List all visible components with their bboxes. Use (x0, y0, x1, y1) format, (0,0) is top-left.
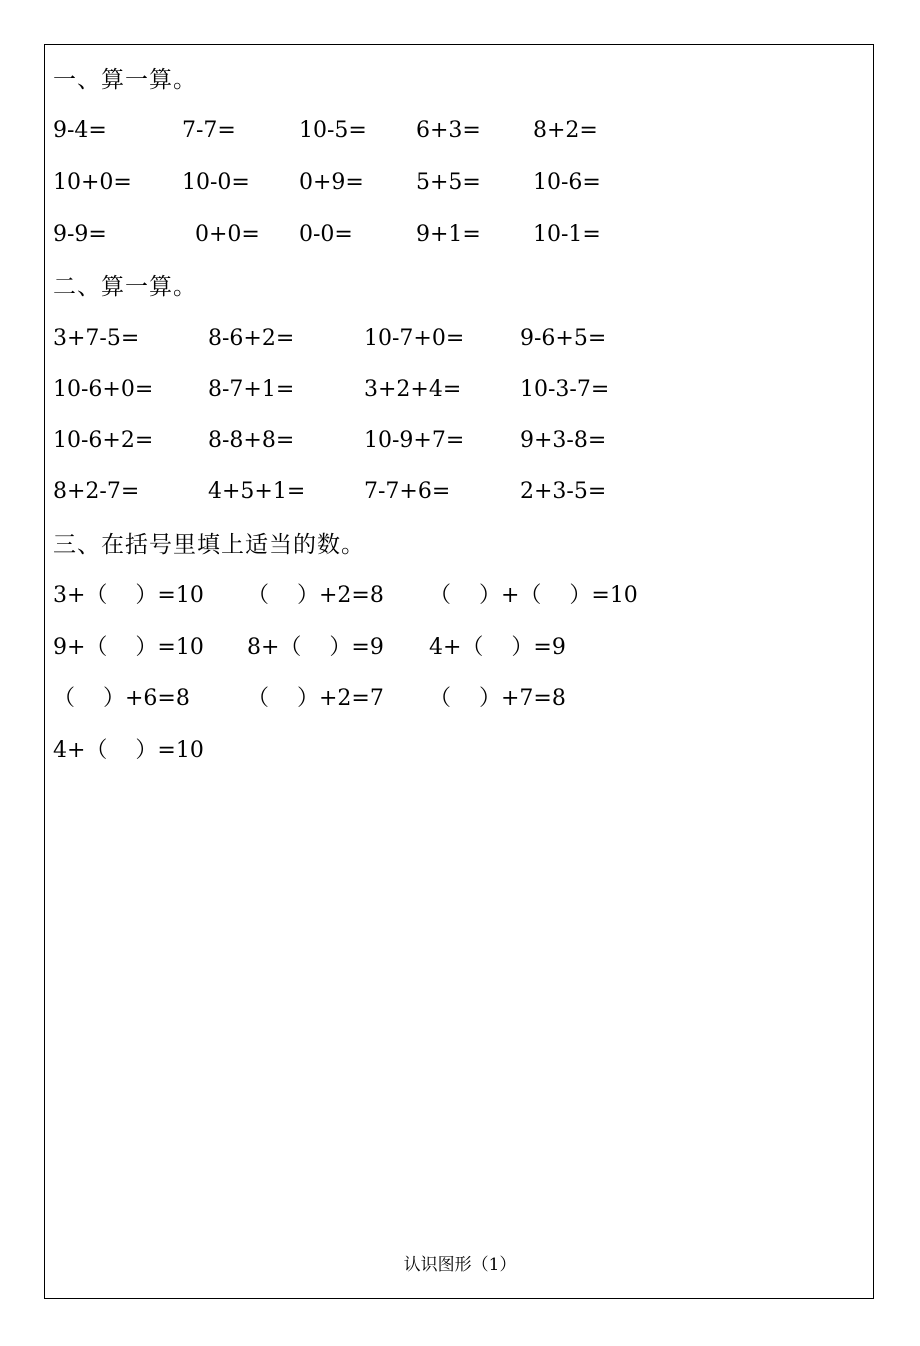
problem: 6+3= (416, 118, 481, 143)
fill-blank-problem: （ ）+2=8 (247, 583, 384, 608)
problem: 0+9= (299, 170, 364, 195)
problem: 8+2-7= (53, 479, 140, 504)
problem: 8-6+2= (208, 326, 295, 351)
problem: 2+3-5= (520, 479, 607, 504)
fill-blank-problem: 3+（ ）=10 (53, 583, 204, 608)
footer-title: 认识图形（1） (403, 1255, 517, 1275)
problem: 0-0= (299, 222, 353, 247)
problem: 10+0= (53, 170, 132, 195)
fill-blank-problem: 8+（ ）=9 (247, 635, 384, 660)
fill-blank-problem: （ ）+7=8 (429, 686, 566, 711)
fill-blank-problem: 4+（ ）=9 (429, 635, 566, 660)
fill-blank-problem: 9+（ ）=10 (53, 635, 204, 660)
problem: 4+5+1= (208, 479, 306, 504)
problem: 3+7-5= (53, 326, 140, 351)
problem: 7-7= (182, 118, 236, 143)
problem: 10-3-7= (520, 377, 610, 402)
problem: 9-6+5= (520, 326, 607, 351)
problem: 9-9= (53, 222, 107, 247)
fill-blank-problem: （ ）+6=8 (53, 686, 190, 711)
problem: 9+3-8= (520, 428, 607, 453)
problem: 10-6= (533, 170, 601, 195)
problem: 8-8+8= (208, 428, 295, 453)
problem: 10-9+7= (364, 428, 465, 453)
problem: 10-0= (182, 170, 250, 195)
problem: 5+5= (416, 170, 481, 195)
problem: 10-6+2= (53, 428, 154, 453)
section1-heading: 一、算一算。 (53, 67, 197, 93)
problem: 9+1= (416, 222, 481, 247)
fill-blank-problem: （ ）+2=7 (247, 686, 384, 711)
problem: 10-7+0= (364, 326, 465, 351)
problem: 8-7+1= (208, 377, 295, 402)
problem: 9-4= (53, 118, 107, 143)
problem: 0+0= (195, 222, 260, 247)
problem: 7-7+6= (364, 479, 451, 504)
problem: 10-5= (299, 118, 367, 143)
section3-row-4 (53, 738, 204, 790)
problem: 10-6+0= (53, 377, 154, 402)
problem: 8+2= (533, 118, 598, 143)
fill-blank-problem: （ ）+（ ）=10 (429, 583, 638, 608)
fill-blank-problem: 4+（ ）=10 (53, 738, 204, 763)
problem: 10-1= (533, 222, 601, 247)
section3-heading: 三、在括号里填上适当的数。 (53, 532, 365, 558)
problem: 3+2+4= (364, 377, 462, 402)
section2-heading: 二、算一算。 (53, 274, 197, 300)
